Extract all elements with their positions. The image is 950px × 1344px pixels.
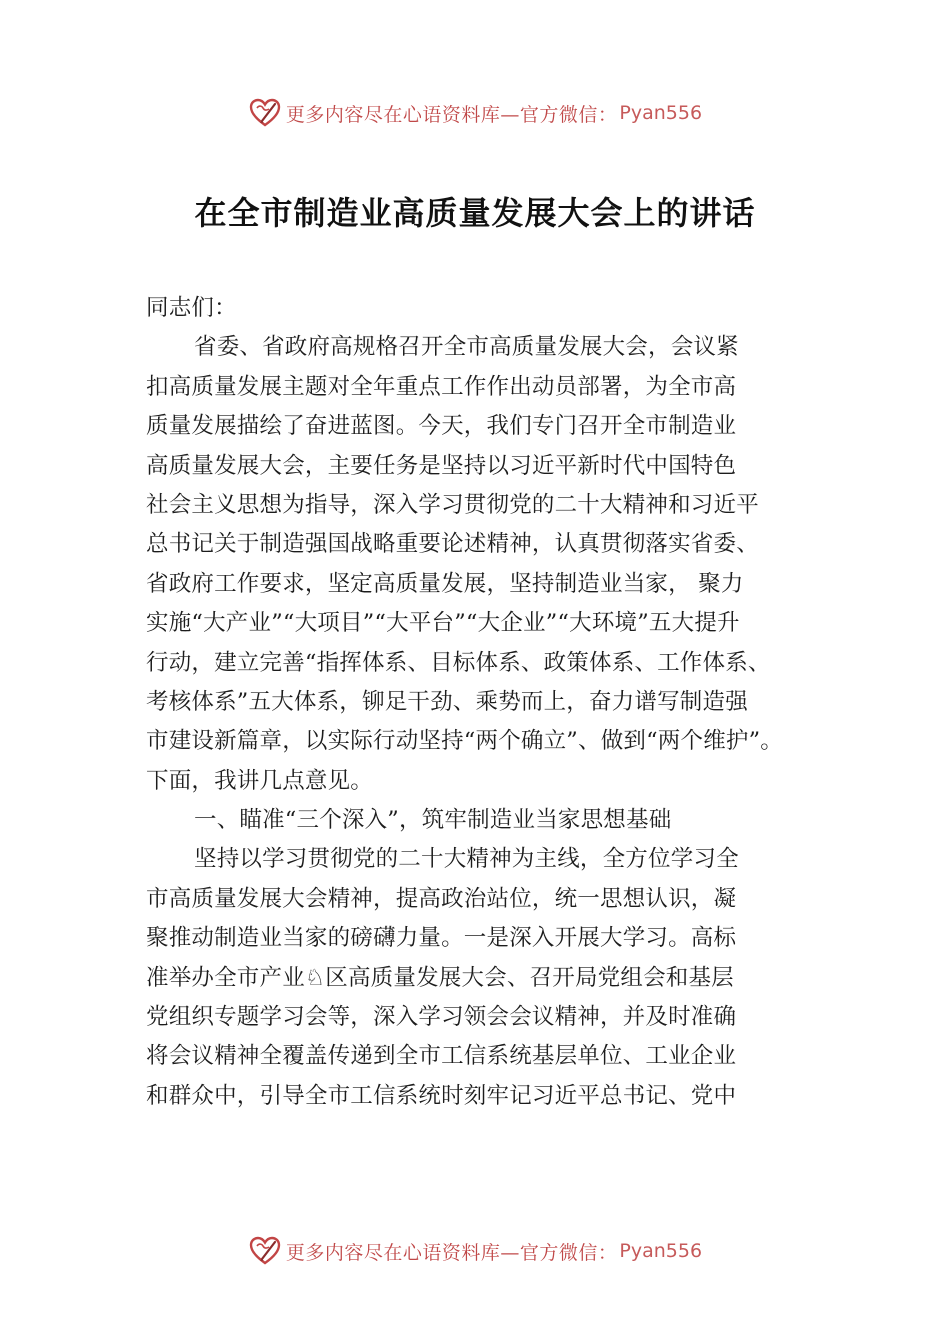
watermark-header xyxy=(0,96,950,130)
heart-pen-logo-icon xyxy=(248,1234,282,1268)
heart-pen-logo-icon xyxy=(248,96,282,130)
text-line: 考核体系”五大体系，铆足干劲、乘势而上，奋力谱写制造强 xyxy=(146,688,748,715)
text-line: 将会议精神全覆盖传递到全市工信系统基层单位、工业企业 xyxy=(146,1043,737,1070)
text-line: 党组织专题学习会等，深入学习领会会议精神，并及时准确 xyxy=(146,1004,737,1031)
speech-body xyxy=(146,289,826,1116)
text-line: 省委、省政府高规格召开全市高质量发展大会，会议紧 xyxy=(194,334,739,361)
text-line: 行动，建立完善“指挥体系、目标体系、政策体系、工作体系、 xyxy=(146,649,771,676)
text-line: 社会主义思想为指导，深入学习贯彻党的二十大精神和习近平 xyxy=(146,491,759,518)
text-line: 实施“大产业”“大项目”“大平台”“大企业”“大环境”五大提升 xyxy=(146,610,740,637)
text-line: 聚推动制造业当家的磅礴力量。一是深入开展大学习。高标 xyxy=(146,925,737,952)
text-line: 一、瞄准“三个深入”，筑牢制造业当家思想基础 xyxy=(194,807,672,834)
text-line: 质量发展描绘了奋进蓝图。今天，我们专门召开全市制造业 xyxy=(146,413,737,440)
text-line: 准举办全市产业♘区高质量发展大会、召开局党组会和基层 xyxy=(146,964,734,991)
text-line: 市建设新篇章，以实际行动坚持“两个确立”、做到“两个维护”。 xyxy=(146,728,784,755)
text-line: 总书记关于制造强国战略重要论述精神，认真贯彻落实省委、 xyxy=(146,531,759,558)
watermark-wechat-id: Pyan556 xyxy=(619,1240,703,1262)
text-line: 省政府工作要求，坚定高质量发展，坚持制造业当家， 聚力 xyxy=(146,570,744,597)
watermark-text: 更多内容尽在心语资料库—官方微信： xyxy=(285,1241,618,1264)
watermark-footer xyxy=(0,1234,950,1268)
text-line: 高质量发展大会，主要任务是坚持以习近平新时代中国特色 xyxy=(146,452,737,479)
text-line: 坚持以学习贯彻党的二十大精神为主线，全方位学习全 xyxy=(194,846,739,873)
text-line: 市高质量发展大会精神，提高政治站位，统一思想认识，凝 xyxy=(146,885,737,912)
watermark-wechat-id: Pyan556 xyxy=(619,102,703,124)
document-title: 在全市制造业高质量发展大会上的讲话 xyxy=(194,194,756,232)
text-line: 扣高质量发展主题对全年重点工作作出动员部署，为全市高 xyxy=(146,373,737,400)
text-line: 和群众中，引导全市工信系统时刻牢记习近平总书记、党中 xyxy=(146,1082,737,1109)
watermark-text: 更多内容尽在心语资料库—官方微信： xyxy=(285,103,618,126)
text-line: 同志们： xyxy=(146,295,237,321)
text-line: 下面，我讲几点意见。 xyxy=(146,767,374,794)
